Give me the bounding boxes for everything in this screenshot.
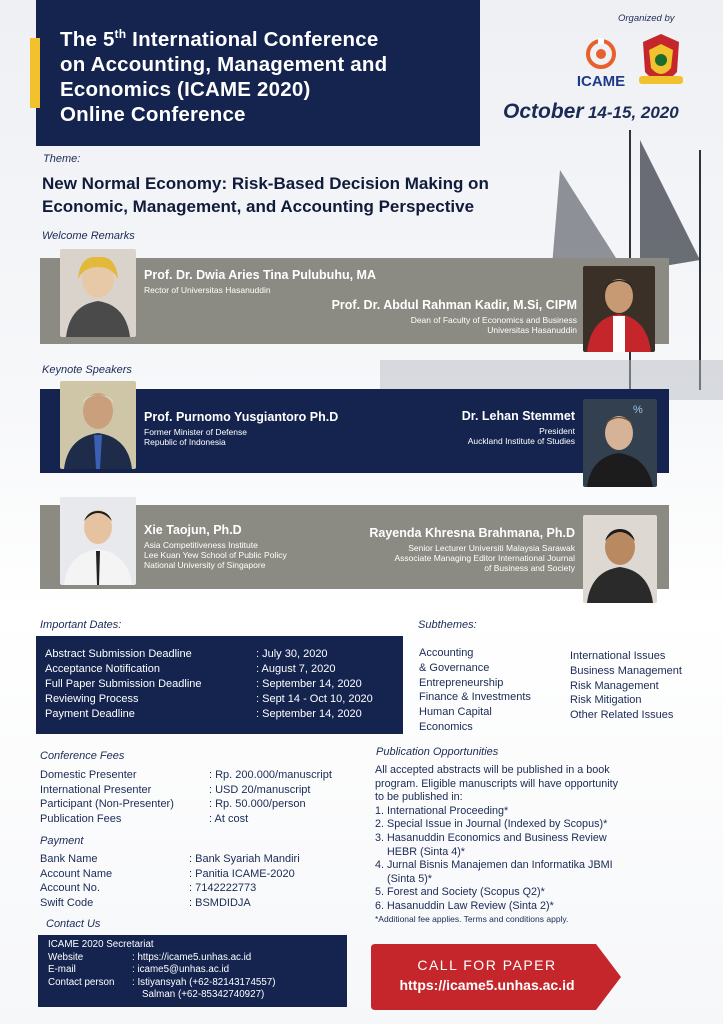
crest-icon [635,32,687,94]
publication-label: Publication Opportunities [376,746,499,758]
conference-title: The 5th International Conference on Accounting, Management and Economics (ICAME 2020) Online Conference [60,27,388,126]
icame-logo-icon [585,38,617,70]
speaker-photo-rayenda [583,515,657,603]
keynote-speaker-1: Prof. Purnomo Yusgiantoro Ph.D Former Minister of Defense Republic of Indonesia [144,410,339,447]
university-crest [635,32,687,94]
fees-label: Conference Fees [40,750,125,762]
speaker-photo-xie [60,497,136,585]
speaker-photo-abdul [583,266,655,352]
speaker-photo-lehan [583,399,657,487]
icame-logo: ICAME [573,38,629,96]
call-for-paper-button[interactable] [371,944,621,1010]
welcome-speaker-2: Prof. Dr. Abdul Rahman Kadir, M.Si, CIPM Dean of Faculty of Economics and Business Universitas Hasanuddin [331,298,577,335]
title-box [36,0,480,146]
speaker-photo-purnomo [60,381,136,469]
cta-title: CALL FOR PAPER [417,957,557,973]
fees-table: Domestic Presenter : Rp. 200.000/manuscript International Presenter : USD 20/manuscript Participant (Non-Presenter) : Rp. 50.000/person Publication Fees : At cost [40,769,332,825]
dates-label: Important Dates: [40,619,122,631]
theme-label: Theme: [43,153,81,165]
svg-text:%: % [633,404,643,416]
cta-url[interactable]: https://icame5.unhas.ac.id [399,977,575,993]
publication-text: All accepted abstracts will be published in a book program. Eligible manuscripts will have opportunity to be published in: 1. International Proceeding* 2. Special Issue in Journal (Indexed by Scopus)* 3. Hasanuddin Economics and Business Review HEBR (Sinta 4)* 4. Jurnal Bisnis Manajemen dan Informatika JBMI (Sinta 5)* 5. Forest and Society (Scopus Q2)* 6. Hasanuddin Law Review (Sinta 2)* *Additional fee applies. Terms and conditions apply. [375,764,619,924]
payment-label: Payment [40,835,84,847]
keynote-speaker-3: Xie Taojun, Ph.D Asia Competitiveness Institute Lee Kuan Yew School of Public Policy National University of Singapore [144,523,287,570]
speaker-photo-dwia [60,249,136,337]
organized-by-label: Organized by [618,13,675,24]
welcome-speaker-1: Prof. Dr. Dwia Aries Tina Pulubuhu, MA Rector of Universitas Hasanuddin [144,268,376,295]
email-link[interactable]: : icame5@unhas.ac.id [132,964,230,976]
theme-title: New Normal Economy: Risk-Based Decision Making on Economic, Management, and Accounting Perspective [42,174,489,216]
contact-box: ICAME 2020 Secretariat Website : https://icame5.unhas.ac.id E-mail : icame5@unhas.ac.id Contact person : Istiyansyah (+62-82143174557) Salman (+62-85342740927) [38,935,347,1007]
keynote-speaker-4: Rayenda Khresna Brahmana, Ph.D Senior Lecturer Universiti Malaysia Sarawak Associate Managing Editor International Journal of Business and Society [369,526,575,573]
payment-table: Bank Name : Bank Syariah Mandiri Account Name : Panitia ICAME-2020 Account No. : 7142222773 Swift Code : BSMDIDJA [40,853,300,909]
welcome-label: Welcome Remarks [42,230,135,242]
event-date: October 14-15, 2020 [503,100,679,123]
dates-box: Abstract Submission Deadline : July 30, 2020 Acceptance Notification : August 7, 2020 Full Paper Submission Deadline : September 14, 2020 Reviewing Process : Sept 14 - Oct 10, 2020 Payment Deadline : September 14, 2020 [36,636,403,734]
contact-label: Contact Us [46,918,101,930]
keynote-speaker-2: Dr. Lehan Stemmet President Auckland Institute of Studies [461,409,575,446]
subthemes-col1: Accounting & Governance Entrepreneurship Finance & Investments Human Capital Economics [419,647,531,733]
subthemes-label: Subthemes: [418,619,477,631]
keynote-label: Keynote Speakers [42,364,132,376]
subthemes-col2: International Issues Business Management Risk Management Risk Mitigation Other Related Issues [570,650,682,722]
yellow-accent-bar [30,38,40,108]
website-link[interactable]: : https://icame5.unhas.ac.id [132,951,252,963]
